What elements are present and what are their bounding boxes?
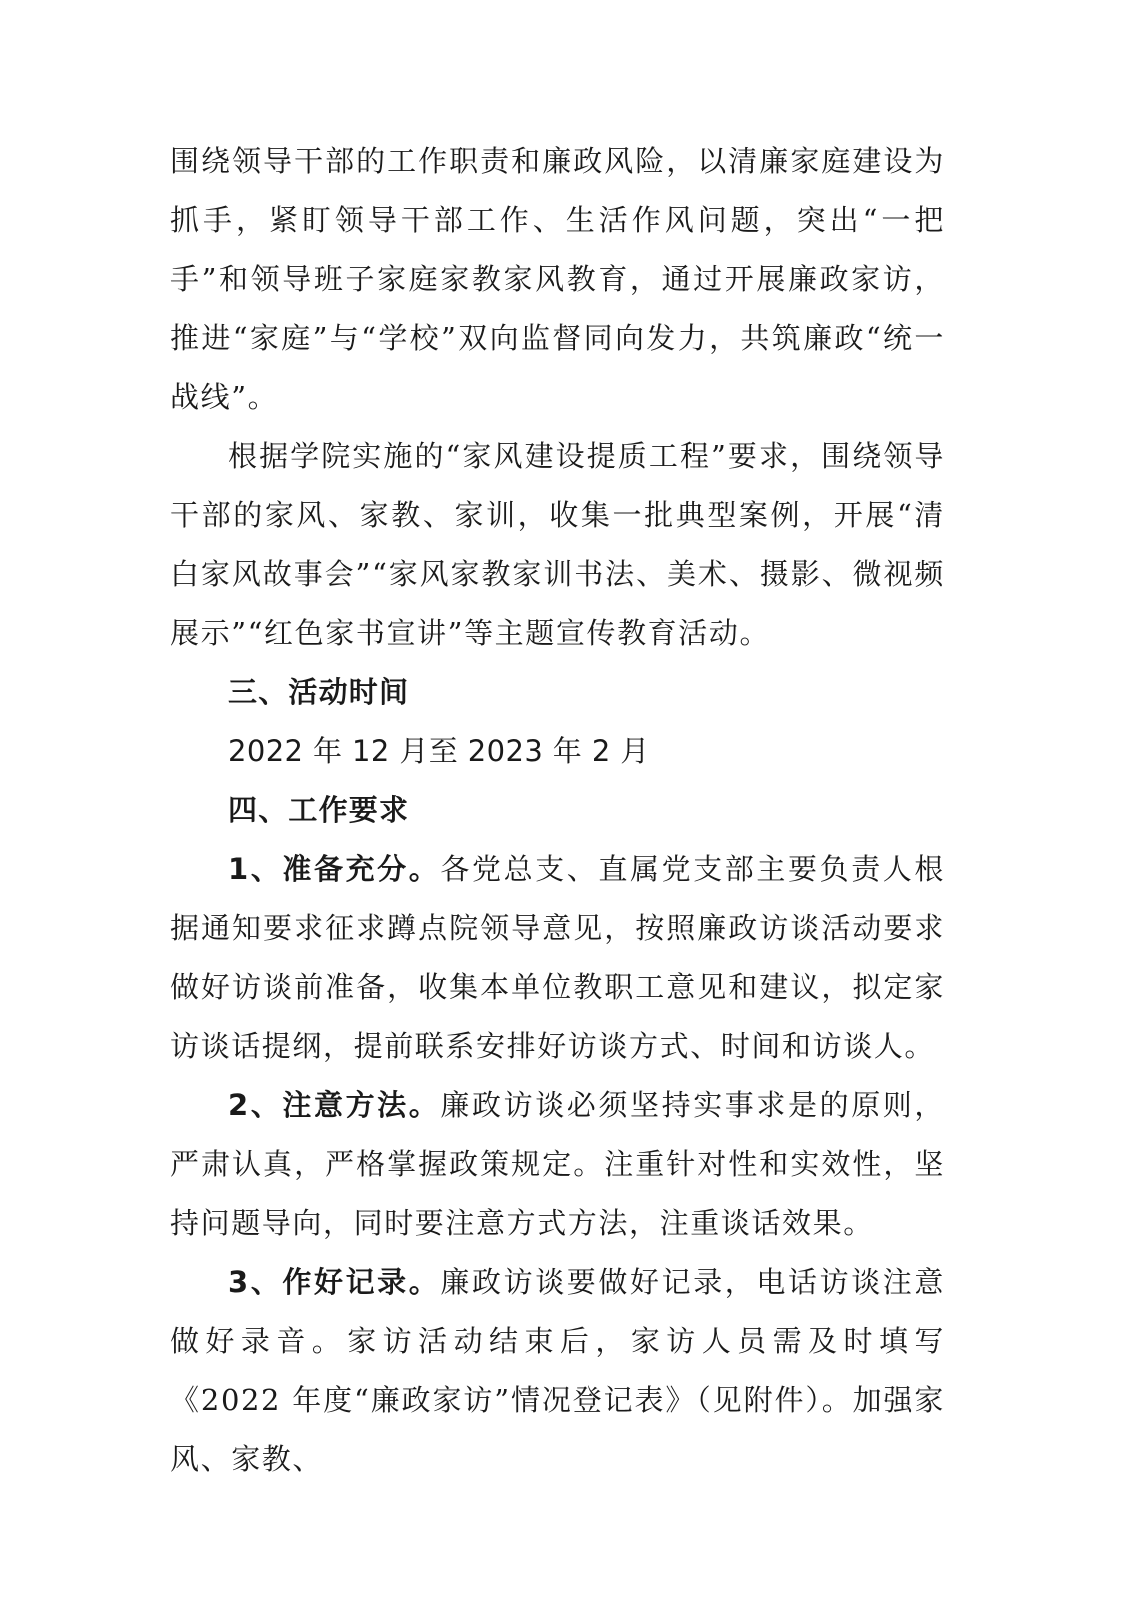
requirement-item-method xyxy=(170,1076,945,1253)
section-heading-activity-time: 三、活动时间 xyxy=(228,675,410,709)
requirement-item-records xyxy=(170,1253,945,1489)
requirement-item-preparation xyxy=(170,840,945,1076)
paragraph-family-integrity: 围绕领导干部的工作职责和廉政风险，以清廉家庭建设为抓手，紧盯领导干部工作、生活作风问题，突出“一把手”和领导班子家庭家教家风教育，通过开展廉政家访，推进“家庭”与“学校”双向监督同向发力，共筑廉政“统一战线”。 xyxy=(170,144,945,414)
requirement-text-preparation: 各党总支、直属党支部主要负责人根据通知要求征求蹲点院领导意见，按照廉政访谈活动要求做好访谈前准备，收集本单位教职工意见和建议，拟定家访谈话提纲，提前联系安排好访谈方式、时间和访谈人。 xyxy=(170,852,945,1063)
paragraph-family-culture-project: 根据学院实施的“家风建设提质工程”要求，围绕领导干部的家风、家教、家训，收集一批典型案例，开展“清白家风故事会”“家风家教家训书法、美术、摄影、微视频展示”“红色家书宣讲”等主题宣传教育活动。 xyxy=(170,439,945,650)
document-body xyxy=(170,132,945,1489)
requirement-text-records: 廉政访谈要做好记录，电话访谈注意做好录音。家访活动结束后，家访人员需及时填写《2022 年度“廉政家访”情况登记表》（见附件）。加强家风、家教、 xyxy=(170,1265,945,1476)
requirement-text-method: 廉政访谈必须坚持实事求是的原则，严肃认真，严格掌握政策规定。注重针对性和实效性，坚持问题导向，同时要注意方式方法，注重谈话效果。 xyxy=(170,1088,945,1240)
requirement-lead-preparation: 1、准备充分。 xyxy=(228,852,441,886)
requirement-lead-method: 2、注意方法。 xyxy=(228,1088,441,1122)
activity-date-range: 2022 年 12 月至 2023 年 2 月 xyxy=(228,734,650,768)
section-heading-work-requirements: 四、工作要求 xyxy=(228,793,410,827)
requirement-lead-records: 3、作好记录。 xyxy=(228,1265,441,1299)
